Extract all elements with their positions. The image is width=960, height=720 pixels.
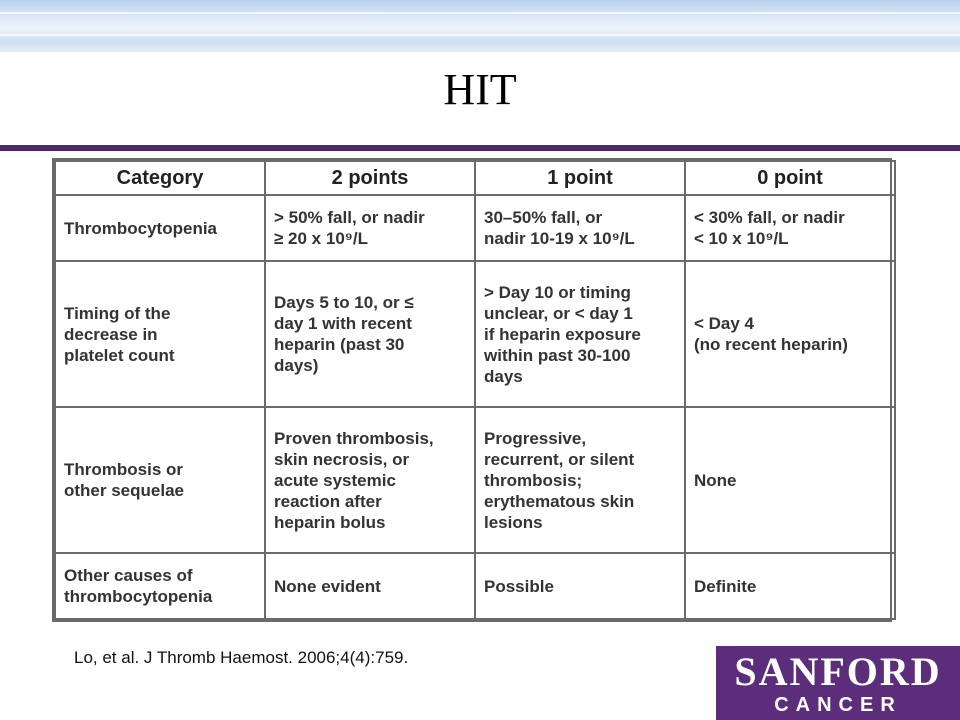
cell-2-points: Days 5 to 10, or ≤ day 1 with recent heparin (past 30 days) xyxy=(265,261,475,407)
cell-1-point: Possible xyxy=(475,553,685,619)
logo-wordmark-top: SANFORD xyxy=(734,649,942,694)
cell-2-points: > 50% fall, or nadir ≥ 20 x 10⁹/L xyxy=(265,195,475,261)
title-divider xyxy=(0,145,960,151)
slide-title: HIT xyxy=(443,65,517,114)
sanford-cancer-logo xyxy=(716,646,960,720)
cell-1-point: Progressive, recurrent, or silent thrombosis; erythematous skin lesions xyxy=(475,407,685,553)
header-band xyxy=(0,0,960,52)
citation: Lo, et al. J Thromb Haemost. 2006;4(4):759. xyxy=(74,648,409,667)
cell-0-point: Definite xyxy=(685,553,895,619)
table-row xyxy=(55,261,895,407)
table-row xyxy=(55,195,895,261)
row-category: Thrombocytopenia xyxy=(55,195,265,261)
header-1-point: 1 point xyxy=(475,161,685,195)
row-category: Other causes of thrombocytopenia xyxy=(55,553,265,619)
hit-score-table xyxy=(54,160,896,620)
header-stripe xyxy=(0,34,960,36)
row-category: Timing of the decrease in platelet count xyxy=(55,261,265,407)
cell-0-point: None xyxy=(685,407,895,553)
row-category: Thrombosis or other sequelae xyxy=(55,407,265,553)
table-row xyxy=(55,553,895,619)
logo-wordmark-bottom: CANCER xyxy=(774,694,902,716)
header-stripe xyxy=(0,12,960,14)
hit-score-table-container xyxy=(52,158,892,622)
table-header-row xyxy=(55,161,895,195)
cell-0-point: < Day 4 (no recent heparin) xyxy=(685,261,895,407)
table-row xyxy=(55,407,895,553)
header-2-points: 2 points xyxy=(265,161,475,195)
cell-1-point: 30–50% fall, or nadir 10-19 x 10⁹/L xyxy=(475,195,685,261)
header-category: Category xyxy=(55,161,265,195)
header-0-point: 0 point xyxy=(685,161,895,195)
cell-0-point: < 30% fall, or nadir < 10 x 10⁹/L xyxy=(685,195,895,261)
cell-2-points: Proven thrombosis, skin necrosis, or acute systemic reaction after heparin bolus xyxy=(265,407,475,553)
cell-1-point: > Day 10 or timing unclear, or < day 1 if heparin exposure within past 30-100 days xyxy=(475,261,685,407)
cell-2-points: None evident xyxy=(265,553,475,619)
